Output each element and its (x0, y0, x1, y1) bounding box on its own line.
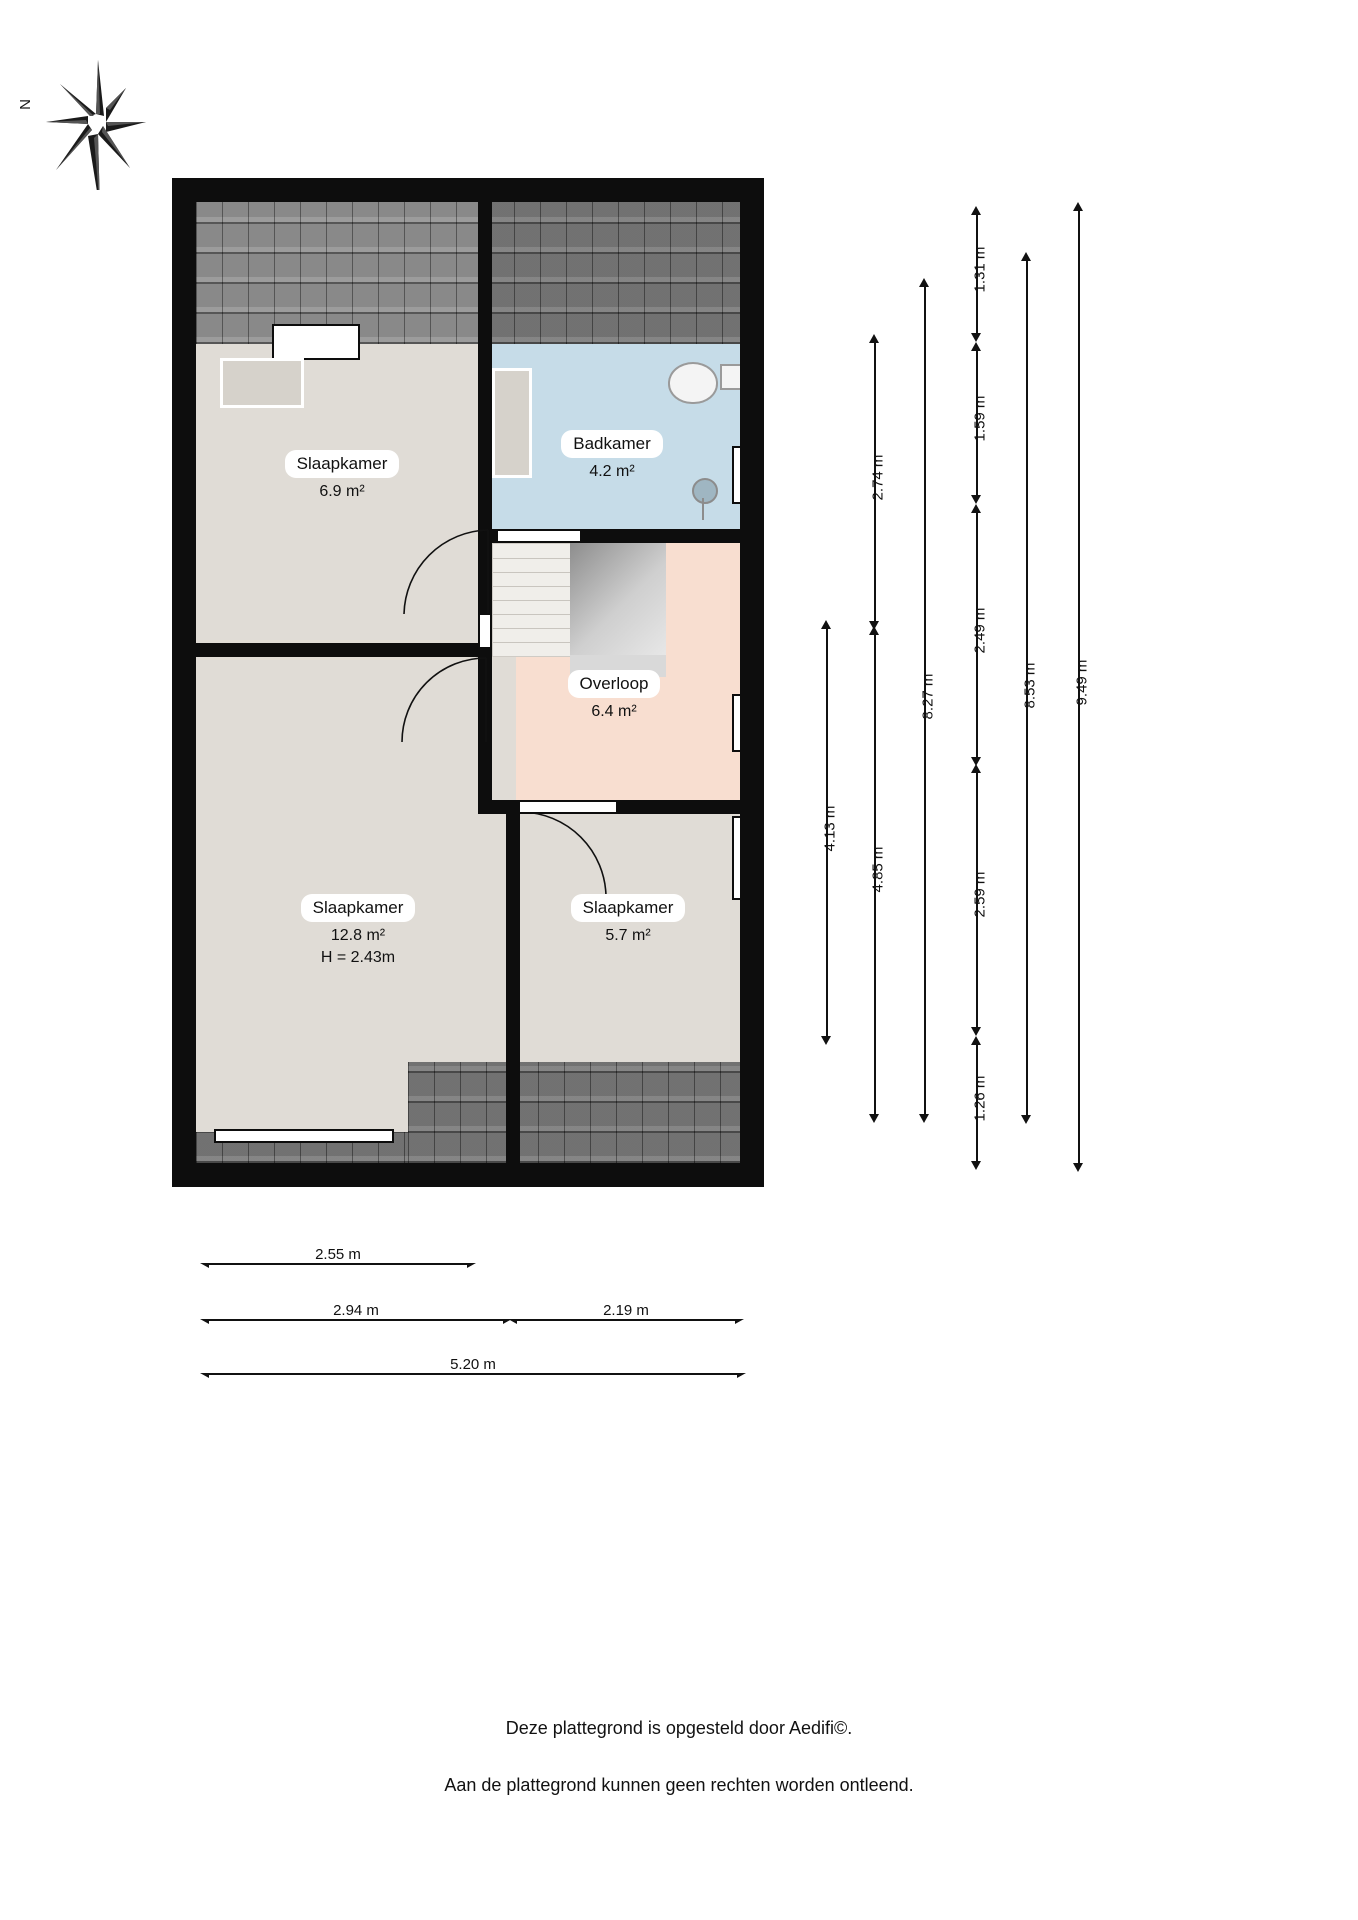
floorplan-interior (196, 202, 740, 1163)
room-area: 6.9 m² (319, 483, 365, 501)
shower-pipe-icon (702, 498, 704, 520)
dimension-value: 9.49 m (1073, 659, 1091, 706)
doorframe-bedroom2 (478, 806, 492, 810)
room-area: 4.2 m² (589, 463, 635, 481)
dimension-4-85 (868, 626, 887, 1123)
dimension-1-59 (970, 342, 989, 504)
shower-drain-icon (692, 478, 718, 504)
dimension-2-19 (508, 1302, 744, 1328)
bathroom-cabinet (220, 358, 304, 408)
dimension-2-55 (200, 1246, 476, 1272)
compass-rose-icon (18, 60, 148, 190)
toilet-icon (668, 362, 718, 404)
roof-slope-bottom-right (408, 1062, 740, 1163)
room-name: Slaapkamer (301, 894, 416, 922)
dimension-value: 2.59 m (971, 871, 989, 918)
footer-credit-line: Deze plattegrond is opgesteld door Aedifi©. (505, 1718, 853, 1738)
dimension-8-53 (1020, 252, 1039, 1124)
dimension-value: 8.27 m (919, 673, 937, 720)
dimension-value: 1.26 m (971, 1075, 989, 1122)
dimension-value: 4.85 m (869, 846, 887, 893)
room-label-badkamer (532, 430, 692, 483)
dimension-1-31 (970, 206, 989, 342)
roof-slope-top-left (196, 202, 488, 344)
window-bedroom2-south (214, 1129, 394, 1143)
dimension-value: 2.94 m (200, 1302, 512, 1319)
window-bedroom1-north (272, 324, 360, 360)
room-label-slaapkamer-1 (262, 450, 422, 503)
window-landing-east (732, 694, 740, 752)
dimension-value: 2.19 m (508, 1302, 744, 1319)
dimension-8-27 (918, 278, 937, 1123)
dimension-value: 8.53 m (1021, 662, 1039, 709)
dimension-value: 1.59 m (971, 395, 989, 442)
window-bathroom-east (732, 446, 740, 504)
window-bedroom3-east (732, 816, 740, 900)
doorframe-bedroom1 (478, 613, 492, 649)
doorframe-bathroom (496, 529, 582, 543)
dimension-1-26 (970, 1036, 989, 1170)
room-area: 12.8 m² (330, 927, 386, 945)
bathroom-shower-column (492, 368, 532, 478)
interior-wall-vertical-upper (478, 202, 492, 538)
floorplan-drawing (172, 178, 764, 1187)
door-bedroom3-swing-icon (514, 806, 624, 906)
compass-north-label: N (16, 99, 34, 110)
footer-disclaimer-line: Aan de plattegrond kunnen geen rechten worden ontleend. (444, 1775, 914, 1795)
room-area: 6.4 m² (591, 703, 637, 721)
room-label-slaapkamer-3 (548, 894, 708, 947)
dimension-2-49 (970, 504, 989, 766)
room-label-overloop (534, 670, 694, 723)
room-area: 5.7 m² (605, 927, 651, 945)
dimension-value: 2.74 m (869, 454, 887, 501)
room-name: Slaapkamer (571, 894, 686, 922)
dimension-2-94 (200, 1302, 512, 1328)
dimension-value: 2.49 m (971, 607, 989, 654)
doorframe-bedroom3 (518, 800, 618, 814)
dimension-value: 2.55 m (200, 1246, 476, 1263)
dimension-value: 5.20 m (200, 1356, 746, 1373)
door-bedroom2-swing-icon (396, 654, 496, 754)
dimension-2-74 (868, 334, 887, 630)
dimension-4-13 (820, 620, 839, 1045)
room-name: Slaapkamer (285, 450, 400, 478)
dimension-9-49 (1072, 202, 1091, 1172)
compass-star-icon (18, 60, 148, 190)
dimension-2-59 (970, 764, 989, 1036)
dimension-value: 4.13 m (821, 805, 839, 852)
room-label-slaapkamer-2 (278, 894, 438, 968)
dimension-value: 1.31 m (971, 246, 989, 293)
staircase-icon (492, 543, 572, 657)
room-height: H = 2.43m (320, 948, 396, 966)
roof-slope-top-right (488, 202, 740, 344)
stair-ramp-icon (570, 543, 666, 655)
room-name: Overloop (568, 670, 661, 698)
dimension-5-20 (200, 1356, 746, 1382)
toilet-tank-icon (720, 364, 740, 390)
room-name: Badkamer (561, 430, 662, 458)
